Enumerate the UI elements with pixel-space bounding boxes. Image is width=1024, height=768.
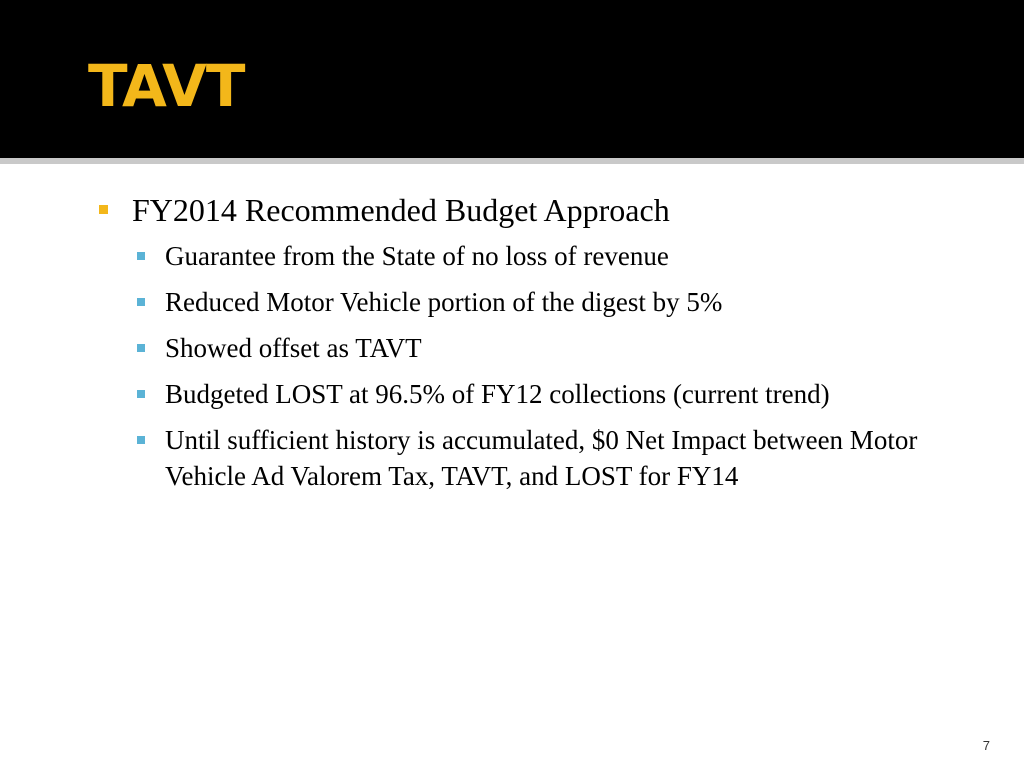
- title-divider-highlight: [0, 164, 1024, 166]
- title-bar: [0, 0, 1024, 158]
- sub-bullet-item: [0, 284, 1024, 320]
- sub-bullet-text: Guarantee from the State of no loss of revenue: [165, 241, 669, 271]
- page-number: 7: [982, 738, 990, 753]
- slide-title: TAVT: [88, 52, 245, 120]
- bullet-text: FY2014 Recommended Budget Approach: [132, 192, 670, 228]
- sub-bullet-item: [0, 238, 1024, 274]
- slide-content: [0, 190, 1024, 504]
- square-bullet-icon: [137, 252, 145, 260]
- bullet-item: [0, 190, 1024, 230]
- square-bullet-icon: [99, 205, 108, 214]
- sub-bullet-text: Reduced Motor Vehicle portion of the digest by 5%: [165, 287, 723, 317]
- square-bullet-icon: [137, 436, 145, 444]
- square-bullet-icon: [137, 298, 145, 306]
- sub-bullet-text: Showed offset as TAVT: [165, 333, 422, 363]
- sub-bullet-item: [0, 376, 1024, 412]
- square-bullet-icon: [137, 390, 145, 398]
- sub-bullet-item: [0, 422, 1024, 494]
- sub-bullet-text: Until sufficient history is accumulated, $0 Net Impact between Motor Vehicle Ad Valorem Tax, TAVT, and LOST for FY14: [165, 425, 918, 491]
- square-bullet-icon: [137, 344, 145, 352]
- sub-bullet-text: Budgeted LOST at 96.5% of FY12 collections (current trend): [165, 379, 830, 409]
- sub-bullet-item: [0, 330, 1024, 366]
